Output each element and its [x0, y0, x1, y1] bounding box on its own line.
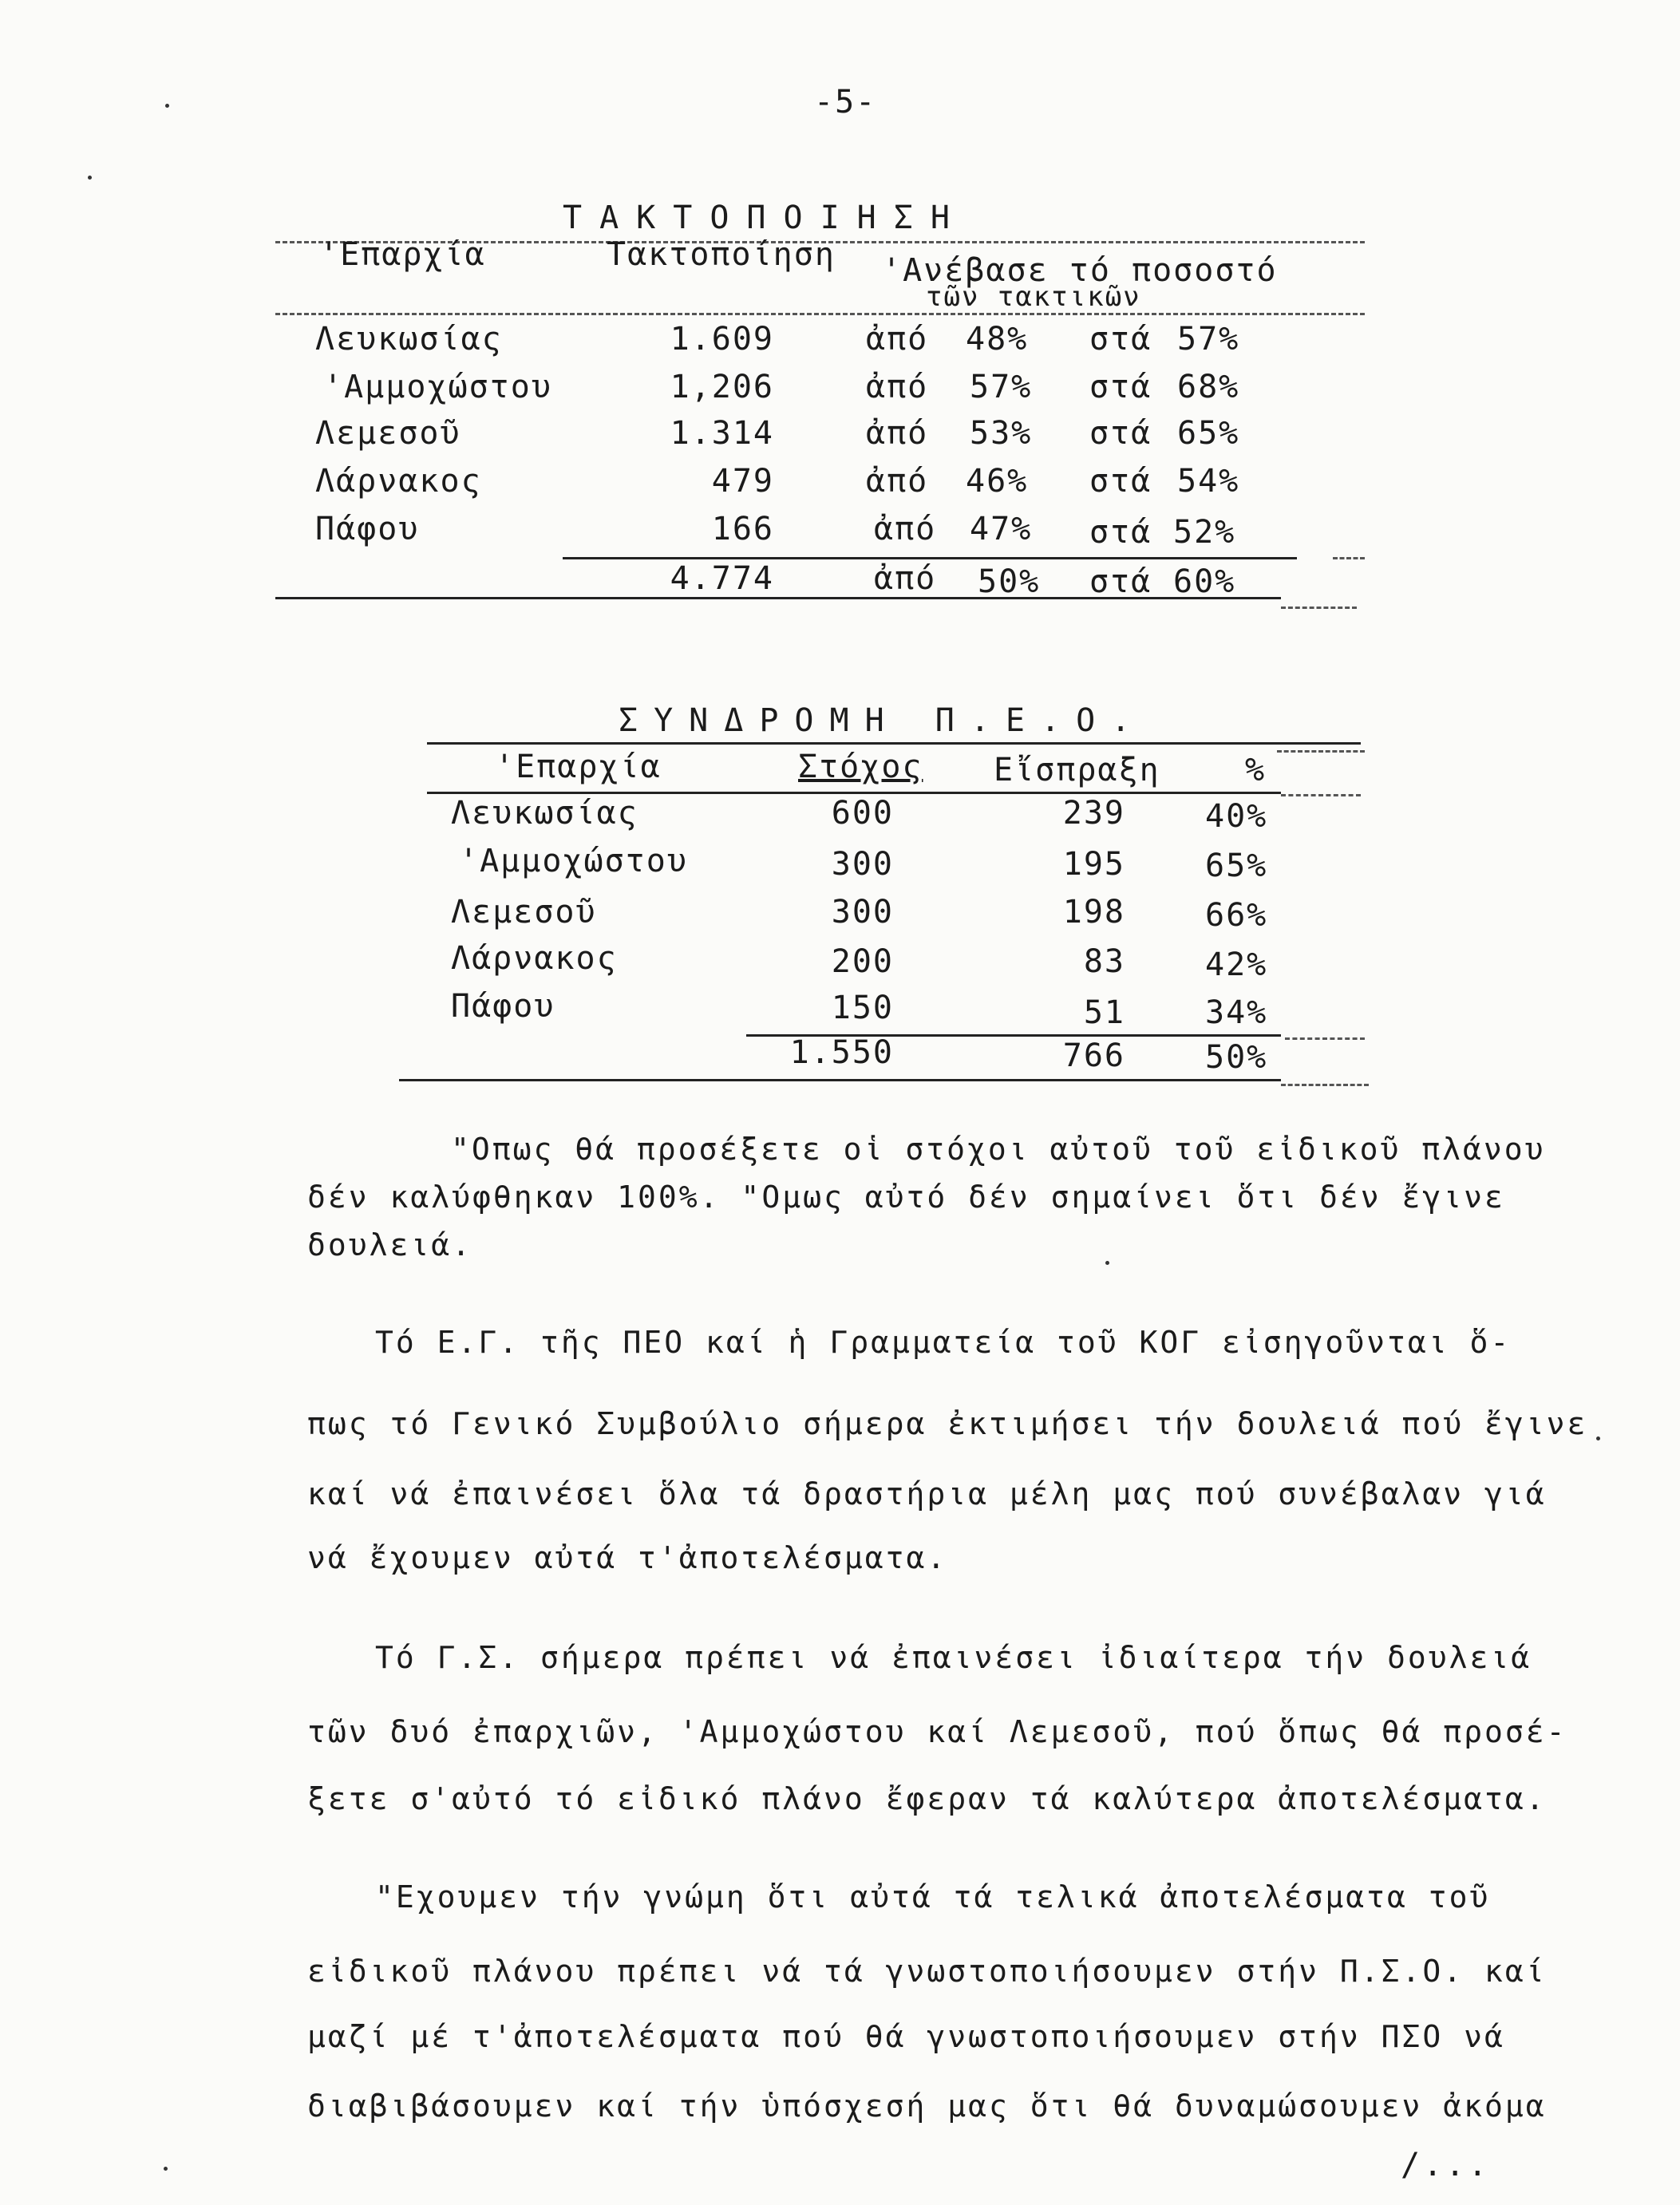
- header-rate: 'Ανέβασε τό ποσοστό: [882, 252, 1278, 289]
- table-row-to-pct: 52%: [1173, 514, 1236, 551]
- paragraph-line: διαβιβάσουμεν καί τήν ὑπόσχεσή μας ὅτι θά δυναμώσουμεν ἀκόμα: [307, 2088, 1547, 2124]
- table-row-pct: 42%: [1205, 946, 1268, 983]
- table-row-collected: 239: [1062, 795, 1125, 832]
- scan-speck: [1105, 1261, 1109, 1265]
- table-row-count: 479: [711, 463, 774, 500]
- header-collected: Εἴσπραξη: [994, 752, 1160, 788]
- table-row-from-word: ἀπό: [874, 511, 937, 547]
- scan-speck: [164, 2167, 168, 2171]
- paragraph-line: καί νά ἐπαινέσει ὅλα τά δραστήρια μέλη μας πού συνέβαλαν γιά: [307, 1476, 1547, 1511]
- table-title: ΤΑΚΤΟΠΟΙΗΣΗ: [563, 200, 967, 236]
- header-rate-sub: τῶν τακτικῶν: [926, 281, 1141, 313]
- scan-speck: [88, 176, 92, 180]
- paragraph-line: μαζί μέ τ'ἀποτελέσματα πού θά γνωστοποιήσουμεν στήν ΠΣΟ νά: [307, 2019, 1505, 2054]
- paragraph-line: τῶν δυό ἐπαρχιῶν, 'Αμμοχώστου καί Λεμεσοῦ, πού ὅπως θά προσέ-: [307, 1714, 1567, 1749]
- table-row-pct: 34%: [1205, 994, 1268, 1031]
- table-row-from-word: ἀπό: [866, 463, 929, 500]
- header-province: 'Επαρχία: [319, 236, 486, 273]
- table-row-to-pct: 68%: [1177, 369, 1240, 405]
- scan-speck: [1596, 1436, 1600, 1440]
- continuation-mark: /...: [1401, 2147, 1491, 2183]
- header-province: 'Επαρχία: [495, 749, 662, 785]
- table-row-province: Λεμεσοῦ: [451, 894, 597, 931]
- table-row-province: Λευκωσίας: [315, 321, 503, 358]
- table-row-province: Λάρνακος: [451, 940, 618, 977]
- table-row-province: Λευκωσίας: [451, 795, 638, 832]
- paragraph-line: εἰδικοῦ πλάνου πρέπει νά τά γνωστοποιήσουμεν στήν Π.Σ.Ο. καί: [307, 1954, 1547, 1989]
- table-row-from-pct: 48%: [966, 321, 1029, 358]
- table-row-pct: 65%: [1205, 848, 1268, 884]
- subtotal-rule: [563, 557, 1297, 559]
- table-row-province: 'Αμμοχώστου: [323, 369, 552, 405]
- header-rule: [275, 313, 1365, 315]
- table-row-from-word: ἀπό: [866, 321, 929, 358]
- total-rule-tail: [1281, 1084, 1369, 1086]
- table-row-from-word: ἀπό: [866, 369, 929, 405]
- table-row-count: 1.609: [670, 321, 774, 358]
- table-row-province: 'Αμμοχώστου: [459, 843, 688, 879]
- table-total-count: 4.774: [670, 560, 774, 597]
- header-rule: [427, 792, 1281, 794]
- table-row-province: Λεμεσοῦ: [315, 415, 461, 452]
- table-row-from-pct: 47%: [970, 511, 1033, 547]
- table-row-collected: 195: [1062, 846, 1125, 883]
- paragraph-line: πως τό Γενικό Συμβούλιο σήμερα ἐκτιμήσει τήν δουλειά πού ἔγινε: [307, 1406, 1588, 1441]
- table-row-to-word: στά: [1089, 463, 1152, 500]
- table-row-from-word: ἀπό: [866, 415, 929, 452]
- header-pct: %: [1245, 752, 1267, 788]
- table-row-pct: 40%: [1205, 798, 1268, 835]
- scan-speck: [165, 104, 169, 108]
- table-row-collected: 198: [1062, 894, 1125, 931]
- table-row-to-pct: 57%: [1177, 321, 1240, 358]
- page-number: -5-: [814, 84, 877, 121]
- table-row-collected: 83: [1083, 943, 1125, 980]
- paragraph-line: ξετε σ'αὐτό τό εἰδικό πλάνο ἔφεραν τά καλύτερα ἀποτελέσματα.: [307, 1781, 1547, 1816]
- table-row-count: 166: [711, 511, 774, 547]
- paragraph-line: "Εχουμεν τήν γνώμη ὅτι αὐτά τά τελικά ἀποτελέσματα τοῦ: [375, 1879, 1491, 1915]
- table-total-target: 1.550: [789, 1034, 894, 1071]
- table-row-target: 600: [831, 795, 894, 832]
- table-row-to-pct: 65%: [1177, 415, 1240, 452]
- total-rule: [275, 597, 1281, 599]
- table-total-pct: 50%: [1205, 1039, 1268, 1076]
- table-rule-top-tail: [1277, 750, 1365, 753]
- paragraph-line: Τό Γ.Σ. σήμερα πρέπει νά ἐπαινέσει ἰδιαίτερα τήν δουλειά: [375, 1640, 1532, 1675]
- header-target: Στόχος: [798, 749, 923, 785]
- table-row-count: 1.314: [670, 415, 774, 452]
- paragraph-line: δέν καλύφθηκαν 100%. "Ομως αὐτό δέν σημαίνει ὅτι δέν ἔγινε: [307, 1180, 1505, 1215]
- table-row-province: Πάφου: [315, 511, 420, 547]
- subtotal-rule-tail: [1285, 1037, 1365, 1040]
- table-total-to-word: στά: [1089, 563, 1152, 600]
- table-row-to-pct: 54%: [1177, 463, 1240, 500]
- total-rule: [399, 1079, 1281, 1081]
- table-row-province: Λάρνακος: [315, 463, 482, 500]
- table-total-collected: 766: [1062, 1037, 1125, 1074]
- table-rule-top: [427, 742, 1361, 745]
- table-total-from-pct: 50%: [978, 563, 1041, 600]
- table-row-to-word: στά: [1089, 321, 1152, 358]
- table-row-to-word: στά: [1089, 415, 1152, 452]
- table-row-target: 150: [831, 990, 894, 1026]
- paragraph-line: Τό Ε.Γ. τῆς ΠΕΟ καί ἡ Γραμματεία τοῦ ΚΟΓ εἰσηγοῦνται ὅ-: [375, 1325, 1512, 1360]
- table-row-from-pct: 46%: [966, 463, 1029, 500]
- total-rule-tail: [1281, 607, 1357, 609]
- header-rule-tail: [1281, 794, 1361, 796]
- table-row-count: 1,206: [670, 369, 774, 405]
- table-total-to-pct: 60%: [1173, 563, 1236, 600]
- table-row-from-pct: 53%: [970, 415, 1033, 452]
- table-title: ΣΥΝΔΡΟΜΗ Π.Ε.Ο.: [619, 702, 1147, 739]
- paragraph-line: νά ἔχουμεν αὐτά τ'ἀποτελέσματα.: [307, 1540, 948, 1575]
- paragraph-line: "Οπως θά προσέξετε οἱ στόχοι αὐτοῦ τοῦ εἰδικοῦ πλάνου: [451, 1132, 1546, 1167]
- table-row-collected: 51: [1083, 994, 1125, 1031]
- table-row-to-word: στά: [1089, 514, 1152, 551]
- table-row-target: 300: [831, 894, 894, 931]
- table-row-to-word: στά: [1089, 369, 1152, 405]
- table-row-from-pct: 57%: [970, 369, 1033, 405]
- subtotal-rule-tail: [1333, 557, 1365, 559]
- table-total-from-word: ἀπό: [874, 560, 937, 597]
- paragraph-line: δουλειά.: [307, 1227, 473, 1263]
- table-row-target: 200: [831, 943, 894, 980]
- header-count: Τακτοποίηση: [607, 236, 836, 273]
- table-row-province: Πάφου: [451, 988, 555, 1025]
- table-row-pct: 66%: [1205, 897, 1268, 934]
- table-row-target: 300: [831, 846, 894, 883]
